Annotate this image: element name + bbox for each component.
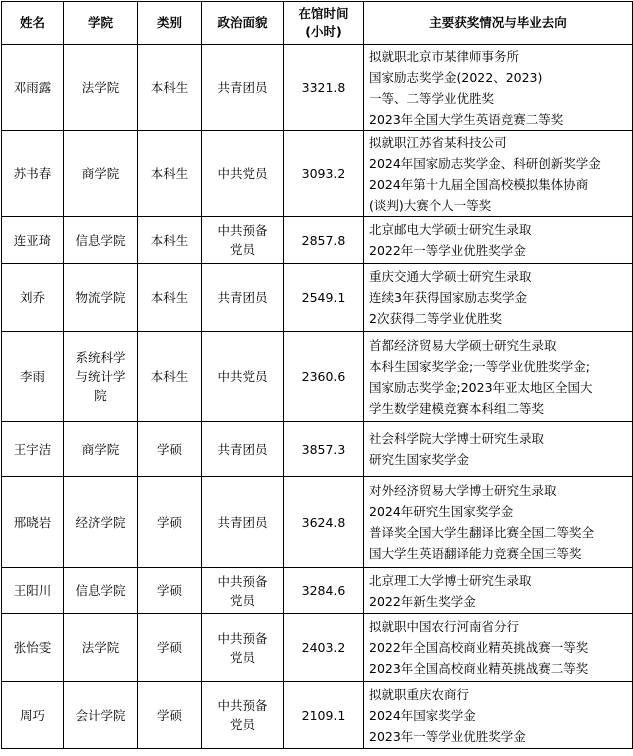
cell-political-line: 共青团员 bbox=[217, 290, 268, 305]
cell-category: 学硕 bbox=[138, 422, 202, 477]
detail-line: 2022年新生奖学金 bbox=[369, 593, 476, 609]
detail-line: 首都经济贸易大学硕士研究生录取 bbox=[369, 337, 557, 353]
cell-name: 邢晓岩 bbox=[2, 477, 64, 568]
cell-name: 张怡雯 bbox=[2, 614, 64, 682]
cell-category: 本科生 bbox=[138, 332, 202, 422]
cell-name: 周巧 bbox=[2, 682, 64, 749]
table-row bbox=[2, 568, 633, 614]
cell-category: 本科生 bbox=[138, 45, 202, 131]
detail-line: 2022年全国高校商业精英挑战赛一等奖 bbox=[369, 640, 589, 655]
table-row bbox=[2, 131, 633, 217]
detail-line: 一等、二等学业优胜奖 bbox=[369, 90, 495, 106]
cell-college bbox=[64, 422, 138, 477]
header-hours-line1: 在馆时间 bbox=[298, 6, 349, 21]
detail-line: 拟就职重庆农商行 bbox=[369, 686, 470, 702]
cell-college bbox=[64, 332, 138, 422]
detail-line: (谈判)大赛个人一等奖 bbox=[369, 197, 492, 213]
cell-political bbox=[202, 131, 284, 217]
cell-details bbox=[364, 477, 633, 568]
detail-line: 拟就职江苏省某科技公司 bbox=[369, 134, 507, 150]
cell-details bbox=[364, 264, 633, 332]
cell-political bbox=[202, 682, 284, 749]
cell-hours: 3624.8 bbox=[284, 477, 364, 568]
cell-political bbox=[202, 332, 284, 422]
cell-college bbox=[64, 217, 138, 264]
cell-political bbox=[202, 477, 284, 568]
cell-college-line: 系统科学 bbox=[75, 350, 126, 365]
cell-political-line: 中共预备 bbox=[217, 223, 268, 238]
cell-political-line: 党员 bbox=[229, 717, 255, 732]
cell-political-line: 中共预备 bbox=[217, 573, 268, 589]
table-row bbox=[2, 477, 633, 568]
cell-political-line: 党员 bbox=[229, 242, 255, 257]
cell-hours: 2360.6 bbox=[284, 332, 364, 422]
header-name: 姓名 bbox=[2, 2, 64, 45]
detail-line: 连续3年获得国家励志奖学金 bbox=[369, 290, 527, 305]
cell-college bbox=[64, 682, 138, 749]
cell-hours: 2403.2 bbox=[284, 614, 364, 682]
cell-political-line: 共青团员 bbox=[217, 80, 268, 95]
cell-political-line: 共青团员 bbox=[217, 441, 268, 457]
cell-hours: 3093.2 bbox=[284, 131, 364, 217]
cell-college-line: 院 bbox=[94, 388, 107, 403]
table-row bbox=[2, 332, 633, 422]
cell-details bbox=[364, 568, 633, 614]
detail-line: 2023年全国高校商业精英挑战赛二等奖 bbox=[369, 661, 589, 676]
detail-line: 研究生国家奖学金 bbox=[369, 452, 470, 467]
table-row bbox=[2, 264, 633, 332]
header-category: 类别 bbox=[138, 2, 202, 45]
cell-name: 邓雨露 bbox=[2, 45, 64, 131]
cell-name: 李雨 bbox=[2, 332, 64, 422]
cell-political bbox=[202, 217, 284, 264]
cell-college bbox=[64, 264, 138, 332]
header-college: 学院 bbox=[64, 2, 138, 45]
cell-political-line: 中共党员 bbox=[217, 166, 268, 181]
detail-line: 拟就职北京市某律师事务所 bbox=[369, 48, 520, 64]
cell-category: 学硕 bbox=[138, 614, 202, 682]
detail-line: 2022年一等学业优胜奖学金 bbox=[369, 243, 526, 258]
cell-details bbox=[364, 45, 633, 131]
cell-political bbox=[202, 422, 284, 477]
cell-college bbox=[64, 131, 138, 217]
table-row bbox=[2, 682, 633, 749]
table-row bbox=[2, 614, 633, 682]
cell-college-line: 与统计学 bbox=[75, 369, 126, 384]
cell-political bbox=[202, 568, 284, 614]
table-row bbox=[2, 422, 633, 477]
cell-political-line: 共青团员 bbox=[217, 514, 268, 530]
detail-line: 拟就职中国农行河南省分行 bbox=[369, 619, 520, 634]
cell-college bbox=[64, 477, 138, 568]
cell-name: 连亚琦 bbox=[2, 217, 64, 264]
table-row bbox=[2, 217, 633, 264]
cell-details bbox=[364, 217, 633, 264]
detail-line: 2024年第十九届全国高校模拟集体协商 bbox=[369, 176, 589, 192]
cell-details bbox=[364, 332, 633, 422]
cell-college-line: 商学院 bbox=[81, 441, 120, 457]
cell-category: 本科生 bbox=[138, 264, 202, 332]
cell-name: 王宇洁 bbox=[2, 422, 64, 477]
cell-college-line: 信息学院 bbox=[75, 583, 126, 598]
cell-details bbox=[364, 614, 633, 682]
cell-category: 学硕 bbox=[138, 477, 202, 568]
detail-line: 北京理工大学博士研究生录取 bbox=[369, 572, 532, 588]
cell-hours: 3284.6 bbox=[284, 568, 364, 614]
award-table bbox=[1, 1, 633, 749]
cell-political-line: 中共党员 bbox=[217, 369, 268, 384]
cell-college bbox=[64, 614, 138, 682]
cell-college-line: 法学院 bbox=[81, 80, 120, 95]
cell-hours: 2549.1 bbox=[284, 264, 364, 332]
cell-political bbox=[202, 264, 284, 332]
cell-college-line: 商学院 bbox=[81, 166, 120, 181]
cell-political-line: 党员 bbox=[229, 592, 255, 608]
cell-college bbox=[64, 568, 138, 614]
cell-category: 本科生 bbox=[138, 131, 202, 217]
cell-details bbox=[364, 131, 633, 217]
cell-category: 学硕 bbox=[138, 568, 202, 614]
detail-line: 对外经济贸易大学博士研究生录取 bbox=[369, 483, 557, 498]
cell-political bbox=[202, 45, 284, 131]
detail-line: 国家励志奖学金(2022、2023) bbox=[369, 69, 543, 85]
cell-name: 王阳川 bbox=[2, 568, 64, 614]
cell-college-line: 经济学院 bbox=[75, 514, 126, 530]
detail-line: 重庆交通大学硕士研究生录取 bbox=[369, 269, 532, 284]
detail-line: 2023年全国大学生英语竞赛二等奖 bbox=[369, 111, 564, 127]
cell-name: 苏书春 bbox=[2, 131, 64, 217]
detail-line: 学生数学建模竞赛本科组二等奖 bbox=[369, 400, 545, 416]
cell-details bbox=[364, 422, 633, 477]
detail-line: 2024年研究生国家奖学金 bbox=[369, 504, 514, 519]
detail-line: 国家励志奖学金;2023年亚太地区全国大 bbox=[369, 379, 593, 395]
detail-line: 普译奖全国大学生翻译比赛全国二等奖全 bbox=[369, 525, 595, 540]
header-details: 主要获奖情况与毕业去向 bbox=[364, 2, 633, 45]
cell-political-line: 中共预备 bbox=[217, 698, 268, 713]
cell-name: 刘乔 bbox=[2, 264, 64, 332]
cell-political-line: 中共预备 bbox=[217, 630, 268, 646]
detail-line: 国大学生英语翻译能力竞赛全国三等奖 bbox=[369, 546, 582, 561]
cell-college bbox=[64, 45, 138, 131]
header-hours-line2: (小时) bbox=[305, 24, 342, 39]
detail-line: 北京邮电大学硕士研究生录取 bbox=[369, 222, 532, 237]
detail-line: 社会科学院大学博士研究生录取 bbox=[369, 431, 545, 446]
cell-hours: 2109.1 bbox=[284, 682, 364, 749]
cell-hours: 2857.8 bbox=[284, 217, 364, 264]
detail-line: 2024年国家奖学金 bbox=[369, 707, 476, 723]
cell-category: 本科生 bbox=[138, 217, 202, 264]
header-row bbox=[2, 2, 633, 45]
detail-line: 2次获得二等学业优胜奖 bbox=[369, 311, 502, 326]
detail-line: 2023年一等学业优胜奖学金 bbox=[369, 728, 526, 744]
cell-college-line: 物流学院 bbox=[75, 290, 126, 305]
cell-college-line: 信息学院 bbox=[75, 232, 126, 248]
detail-line: 本科生国家奖学金;一等学业优胜奖学金; bbox=[369, 358, 590, 374]
cell-college-line: 会计学院 bbox=[75, 707, 126, 723]
cell-college-line: 法学院 bbox=[81, 640, 120, 655]
detail-line: 2024年国家励志奖学金、科研创新奖学金 bbox=[369, 155, 601, 171]
header-hours bbox=[284, 2, 364, 45]
cell-political bbox=[202, 614, 284, 682]
cell-details bbox=[364, 682, 633, 749]
cell-hours: 3321.8 bbox=[284, 45, 364, 131]
cell-political-line: 党员 bbox=[229, 649, 255, 665]
cell-category: 学硕 bbox=[138, 682, 202, 749]
header-political: 政治面貌 bbox=[202, 2, 284, 45]
table-row bbox=[2, 45, 633, 131]
cell-hours: 3857.3 bbox=[284, 422, 364, 477]
